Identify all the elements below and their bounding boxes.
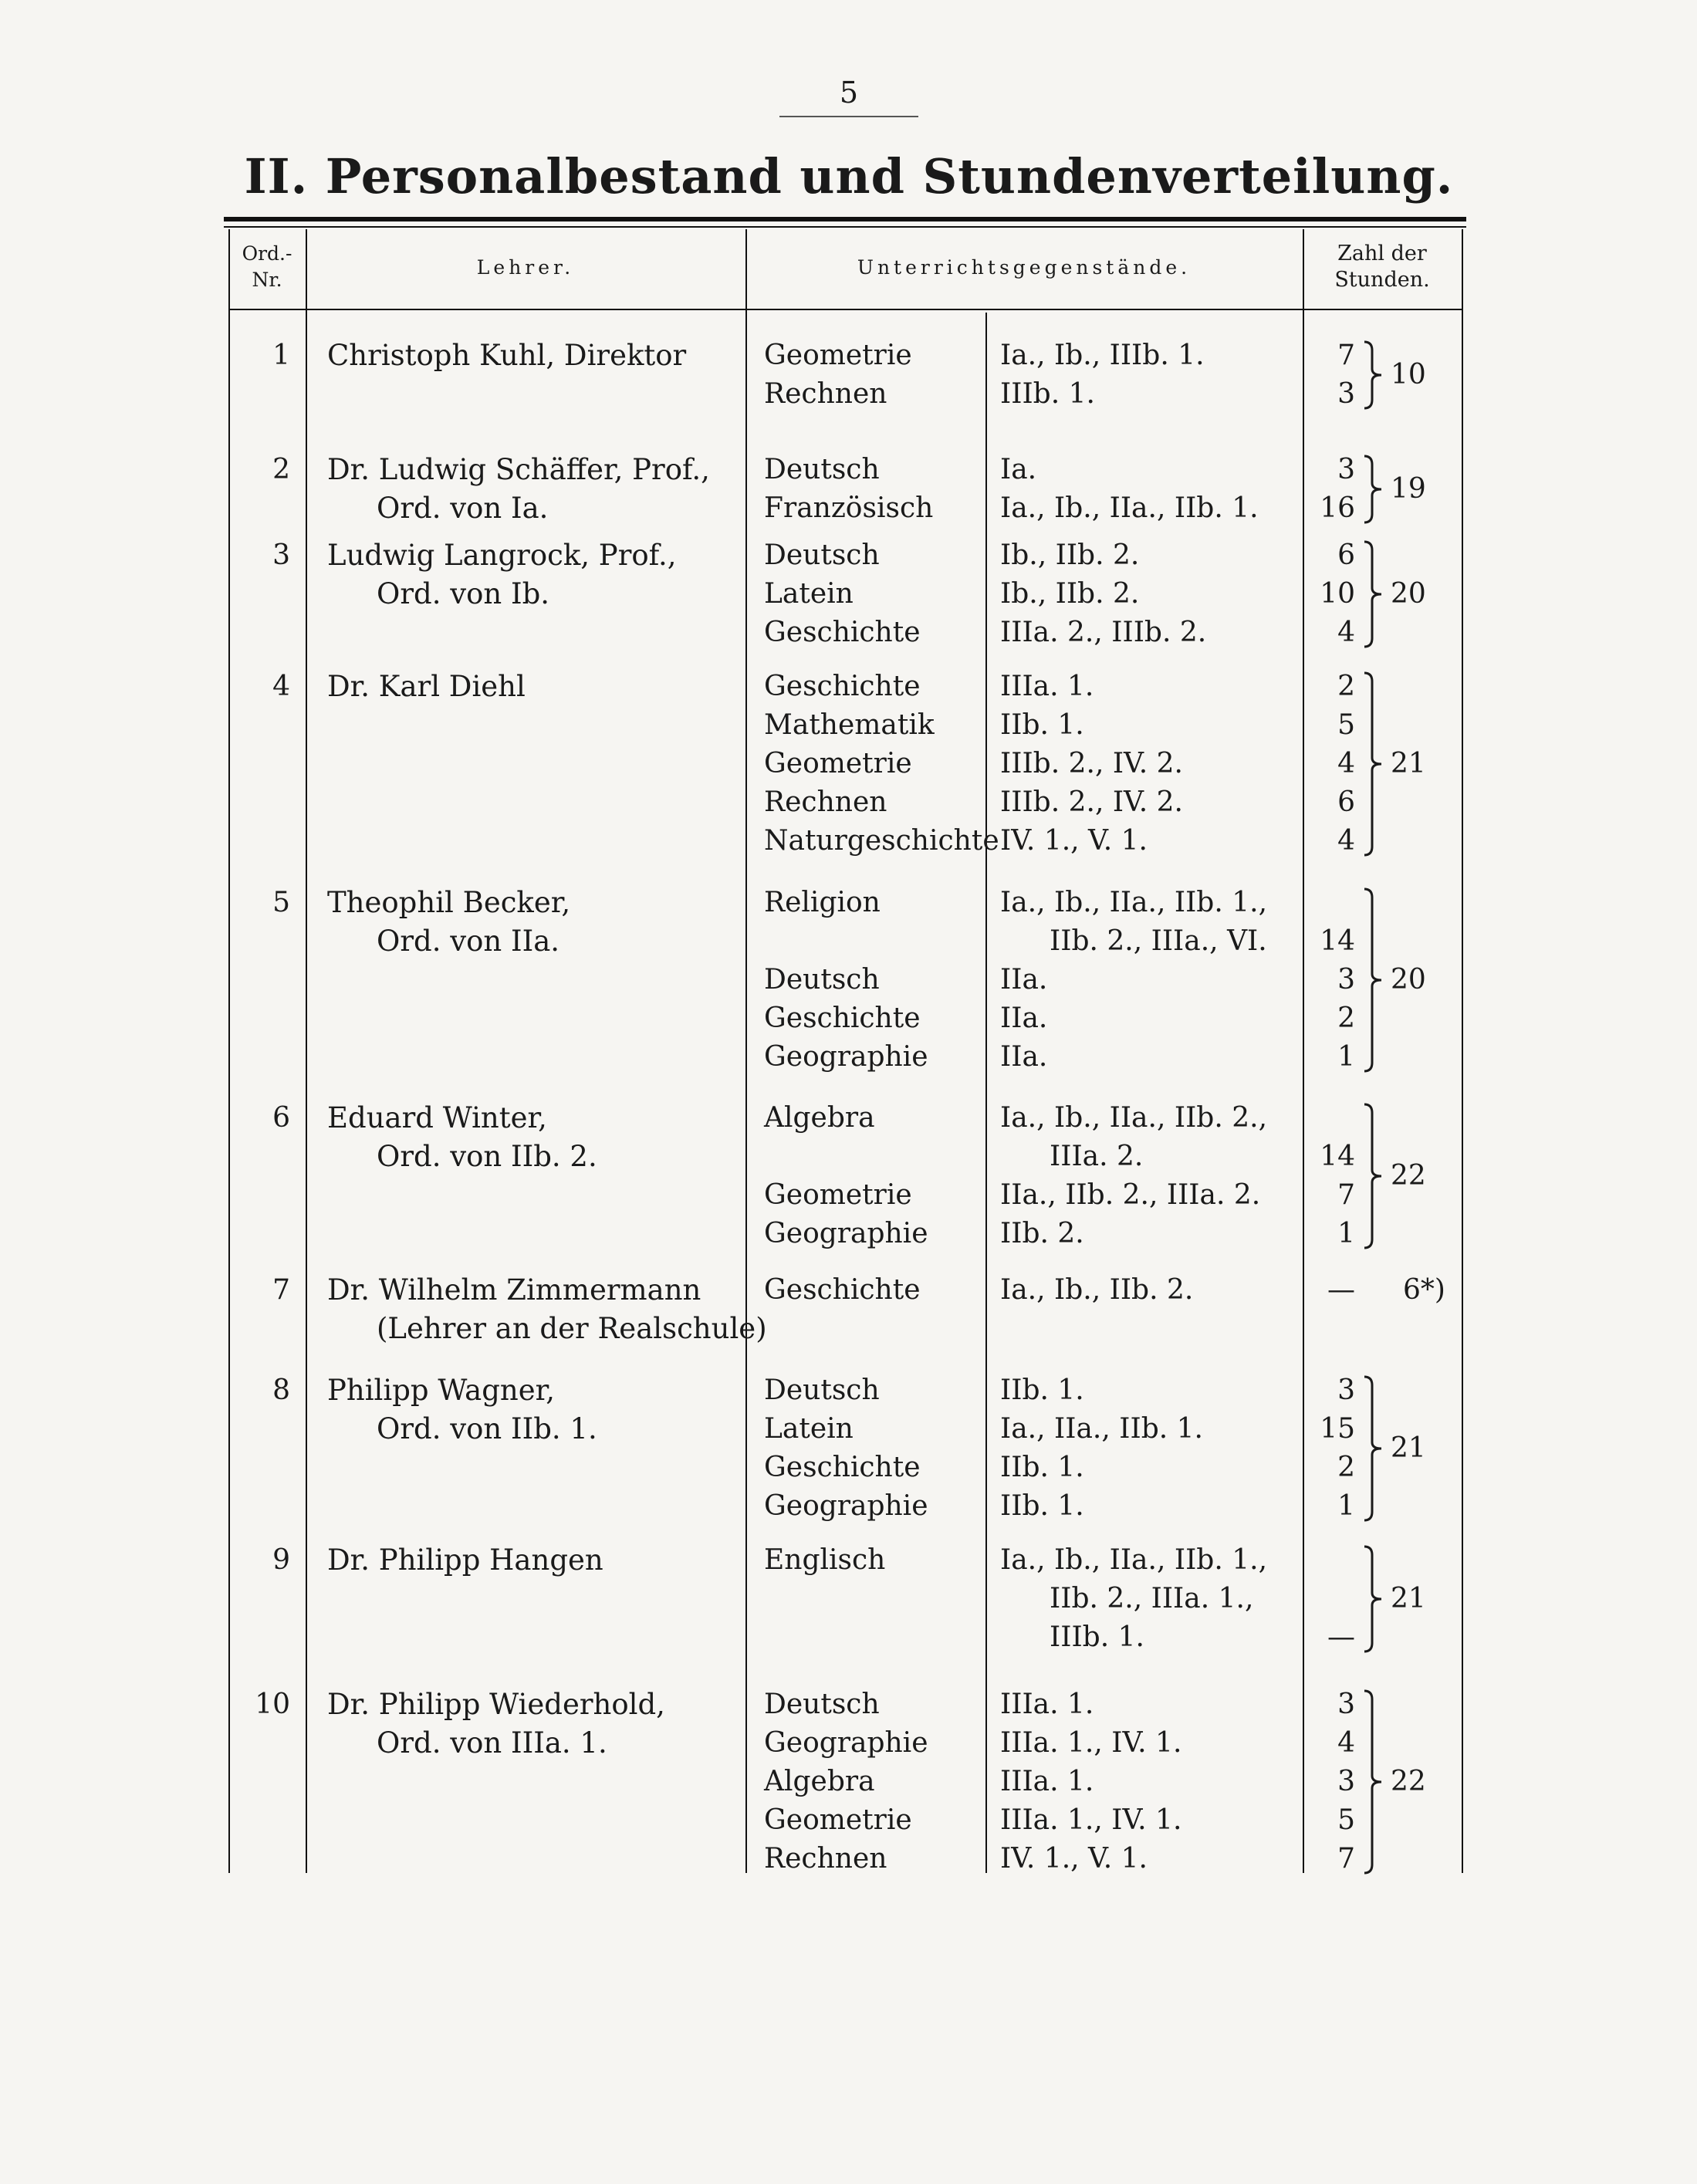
- teacher-cell: [327, 451, 744, 528]
- row-number: 8: [272, 1374, 290, 1406]
- hours-cell: [1304, 1371, 1355, 1526]
- class-list: Ia., Ib., IIa., IIb. 1.,: [1000, 887, 1268, 918]
- subject-cell: [764, 884, 985, 1077]
- header-nr: [230, 241, 304, 293]
- hours-value: 1: [1337, 1041, 1355, 1073]
- brace-icon: [1360, 539, 1388, 649]
- class-cell: [1000, 1371, 1301, 1526]
- brace-shape: [1360, 340, 1388, 411]
- hours-value: —: [1327, 1621, 1355, 1653]
- class-list: IIIa. 1.: [1000, 1689, 1094, 1720]
- hours-value: 5: [1337, 709, 1355, 741]
- brace-icon: [1360, 1689, 1388, 1875]
- class-cell: [1000, 1271, 1301, 1310]
- subject-name: Geographie: [764, 1727, 928, 1759]
- brace-shape: [1360, 1689, 1388, 1875]
- class-cell: [1000, 1685, 1301, 1878]
- subject-name: Deutsch: [764, 964, 880, 996]
- subject-name: Geometrie: [764, 340, 912, 371]
- brace-shape: [1360, 1544, 1388, 1654]
- page-title: II. Personalbestand und Stundenverteilung.: [244, 148, 1454, 205]
- subject-name: Geschichte: [764, 1274, 921, 1306]
- hours-value: 15: [1320, 1413, 1355, 1445]
- hours-value: 3: [1337, 1766, 1355, 1797]
- hours-value: 2: [1337, 1002, 1355, 1034]
- class-list: Ia., Ib., IIIb. 1.: [1000, 340, 1205, 371]
- class-list: Ia., Ib., IIa., IIb. 1.,: [1000, 1544, 1268, 1576]
- hours-cell: [1304, 1099, 1355, 1253]
- subject-cell: [764, 1371, 985, 1526]
- hours-total: 20: [1391, 964, 1426, 996]
- class-list: Ib., IIb. 2.: [1000, 578, 1140, 610]
- hours-spacer: [1304, 1099, 1355, 1138]
- hours-total: 20: [1391, 578, 1426, 610]
- hours-value: 6: [1337, 786, 1355, 818]
- brace-path: [1364, 889, 1381, 1071]
- hours-cell: [1304, 336, 1355, 414]
- hours-total: 19: [1391, 473, 1426, 505]
- brace-path: [1364, 542, 1381, 647]
- table-top-rule-thin: [224, 226, 1466, 228]
- class-list: IIIa. 1.: [1000, 1766, 1094, 1797]
- subject-spacer: [764, 922, 985, 961]
- class-cell: [1000, 1541, 1301, 1657]
- hours-value: 16: [1320, 492, 1355, 524]
- header-zahl-line1: Zahl der: [1337, 242, 1427, 265]
- hours-value: 3: [1337, 1689, 1355, 1720]
- class-list: Ia.: [1000, 454, 1037, 485]
- class-cell: [1000, 668, 1301, 860]
- brace-icon: [1360, 671, 1388, 857]
- class-list: IIa., IIb. 2., IIIa. 2.: [1000, 1179, 1261, 1211]
- hours-value: 1: [1337, 1490, 1355, 1522]
- subject-spacer: [764, 1138, 985, 1176]
- class-list: IIb. 1.: [1000, 1374, 1084, 1406]
- teacher-cell: [327, 1099, 744, 1176]
- teacher-name: Dr. Karl Diehl: [327, 670, 526, 703]
- hours-value: 14: [1320, 1141, 1355, 1172]
- hours-value: 4: [1337, 825, 1355, 857]
- teacher-cell: [327, 1371, 744, 1449]
- hours-value: 10: [1320, 578, 1355, 610]
- teacher-note: Ord. von IIb. 2.: [377, 1140, 597, 1173]
- row-number: 6: [272, 1102, 290, 1134]
- row-number: 10: [255, 1689, 290, 1720]
- hours-cell: [1304, 668, 1355, 860]
- class-list: IIb. 1.: [1000, 1452, 1084, 1483]
- class-list: IV. 1., V. 1.: [1000, 1843, 1148, 1875]
- subject-name: Deutsch: [764, 1689, 880, 1720]
- subject-spacer: [764, 1618, 985, 1657]
- brace-shape: [1360, 454, 1388, 525]
- teacher-note: (Lehrer an der Realschule): [377, 1312, 767, 1345]
- teacher-cell: [327, 1685, 744, 1763]
- hours-value: —: [1327, 1274, 1355, 1306]
- header-fach: Unterrichtsgegenstände.: [857, 256, 1192, 279]
- brace-path: [1364, 1104, 1381, 1248]
- brace-path: [1364, 1377, 1381, 1520]
- header-nr-line2: Nr.: [252, 269, 282, 291]
- header-lehrer: Lehrer.: [476, 256, 575, 279]
- subject-name: Geographie: [764, 1490, 928, 1522]
- subject-name: Rechnen: [764, 786, 887, 818]
- class-list: IIIb. 1.: [1000, 378, 1095, 410]
- subject-cell: [764, 1685, 985, 1878]
- hours-total: 22: [1391, 1766, 1426, 1797]
- class-list: IIa.: [1000, 1041, 1048, 1073]
- brace-icon: [1360, 887, 1388, 1073]
- class-list: IIIa. 2., IIIb. 2.: [1000, 617, 1207, 648]
- brace-path: [1364, 456, 1381, 522]
- teacher-note: Ord. von IIa.: [377, 925, 560, 958]
- class-cell: [1000, 536, 1301, 652]
- subject-name: Latein: [764, 1413, 854, 1445]
- teacher-name: Dr. Philipp Wiederhold,: [327, 1688, 665, 1721]
- class-list: IIIb. 2., IV. 2.: [1000, 786, 1183, 818]
- header-nr-line1: Ord.-: [242, 242, 292, 265]
- header-zahl: [1304, 241, 1460, 293]
- hours-value: 1: [1337, 1218, 1355, 1249]
- teacher-name: Christoph Kuhl, Direktor: [327, 339, 687, 372]
- class-list: IV. 1., V. 1.: [1000, 825, 1148, 857]
- hours-value: 3: [1337, 964, 1355, 996]
- teacher-cell: [327, 668, 744, 706]
- hours-value: 3: [1337, 378, 1355, 410]
- subject-name: Geometrie: [764, 1804, 912, 1836]
- row-number: 7: [272, 1274, 290, 1306]
- brace-path: [1364, 1547, 1381, 1652]
- subject-name: Mathematik: [764, 709, 935, 741]
- hours-value: 7: [1337, 1179, 1355, 1211]
- subject-name: Deutsch: [764, 454, 880, 485]
- teacher-note: Ord. von Ia.: [377, 492, 549, 525]
- hours-value: 3: [1337, 454, 1355, 485]
- subject-cell: [764, 536, 985, 652]
- class-cell: [1000, 451, 1301, 528]
- subject-cell: [764, 1271, 985, 1310]
- brace-path: [1364, 673, 1381, 855]
- hours-total: 21: [1391, 748, 1426, 779]
- brace-shape: [1360, 671, 1388, 857]
- page-number: 5: [839, 76, 859, 110]
- column-divider: [1462, 229, 1463, 1873]
- hours-value: 7: [1337, 340, 1355, 371]
- subject-name: Geometrie: [764, 748, 912, 779]
- subject-name: Latein: [764, 578, 854, 610]
- class-cell: [1000, 1099, 1301, 1253]
- class-list: IIIa. 1., IV. 1.: [1000, 1804, 1182, 1836]
- teacher-cell: [327, 536, 744, 614]
- hours-value: 3: [1337, 1374, 1355, 1406]
- hours-total: 6*): [1403, 1274, 1445, 1306]
- brace-icon: [1360, 1374, 1388, 1523]
- class-list: IIa.: [1000, 964, 1048, 996]
- brace-shape: [1360, 887, 1388, 1073]
- subject-name: Geschichte: [764, 617, 921, 648]
- brace-shape: [1360, 539, 1388, 649]
- class-list: IIIa. 1., IV. 1.: [1000, 1727, 1182, 1759]
- hours-value: 2: [1337, 671, 1355, 702]
- class-list: IIb. 2., IIIa. 1.,: [1050, 1583, 1254, 1614]
- hours-value: 6: [1337, 539, 1355, 571]
- subject-name: Englisch: [764, 1544, 886, 1576]
- teacher-name: Theophil Becker,: [327, 886, 571, 919]
- hours-spacer: [1304, 1541, 1355, 1580]
- teacher-note: Ord. von IIb. 1.: [377, 1412, 597, 1445]
- subject-name: Deutsch: [764, 1374, 880, 1406]
- subject-name: Geometrie: [764, 1179, 912, 1211]
- brace-shape: [1360, 1102, 1388, 1250]
- teacher-name: Dr. Wilhelm Zimmermann: [327, 1273, 701, 1307]
- teacher-cell: [327, 884, 744, 961]
- subject-name: Naturgeschichte: [764, 825, 999, 857]
- hours-value: 4: [1337, 1727, 1355, 1759]
- class-list: IIa.: [1000, 1002, 1048, 1034]
- row-number: 5: [272, 887, 290, 918]
- class-list: Ia., Ib., IIa., IIb. 2.,: [1000, 1102, 1268, 1134]
- class-list: Ia., Ib., IIa., IIb. 1.: [1000, 492, 1259, 524]
- teacher-cell: [327, 1271, 767, 1348]
- class-list: Ib., IIb. 2.: [1000, 539, 1140, 571]
- hours-total: 22: [1391, 1160, 1426, 1192]
- subject-name: Geographie: [764, 1218, 928, 1249]
- brace-icon: [1360, 1102, 1388, 1250]
- class-list: IIb. 2.: [1000, 1218, 1084, 1249]
- subject-cell: [764, 451, 985, 528]
- table-top-rule: [224, 217, 1466, 221]
- teacher-name: Eduard Winter,: [327, 1101, 547, 1134]
- class-list: IIb. 2., IIIa., VI.: [1050, 925, 1267, 957]
- column-divider: [228, 229, 230, 1873]
- brace-path: [1364, 1691, 1381, 1873]
- class-list: IIb. 1.: [1000, 1490, 1084, 1522]
- header-rule: [228, 309, 1463, 310]
- hours-value: 7: [1337, 1843, 1355, 1875]
- teacher-name: Dr. Ludwig Schäffer, Prof.,: [327, 453, 710, 486]
- row-number: 3: [272, 539, 290, 571]
- subject-name: Geographie: [764, 1041, 928, 1073]
- class-column-divider: [985, 313, 987, 1873]
- hours-total: 10: [1391, 359, 1426, 390]
- header-zahl-line2: Stunden.: [1334, 268, 1430, 292]
- subject-cell: [764, 1541, 985, 1657]
- subject-spacer: [764, 1580, 985, 1618]
- hours-value: 4: [1337, 617, 1355, 648]
- class-list: IIb. 1.: [1000, 709, 1084, 741]
- brace-path: [1364, 342, 1381, 408]
- row-number: 1: [272, 340, 290, 371]
- row-number: 2: [272, 454, 290, 485]
- hours-cell: [1304, 884, 1355, 1077]
- subject-name: Deutsch: [764, 539, 880, 571]
- row-number: 9: [272, 1544, 290, 1576]
- brace-icon: [1360, 1544, 1388, 1654]
- hours-value: 2: [1337, 1452, 1355, 1483]
- teacher-name: Dr. Philipp Hangen: [327, 1543, 603, 1577]
- hours-cell: [1304, 1685, 1355, 1878]
- subject-cell: [764, 668, 999, 860]
- class-list: IIIa. 1.: [1000, 671, 1094, 702]
- teacher-name: Philipp Wagner,: [327, 1374, 556, 1407]
- teacher-cell: [327, 336, 744, 375]
- brace-icon: [1360, 340, 1388, 411]
- hours-value: 5: [1337, 1804, 1355, 1836]
- subject-cell: [764, 336, 985, 414]
- class-list: Ia., Ib., IIb. 2.: [1000, 1274, 1194, 1306]
- class-list: IIIa. 2.: [1050, 1141, 1144, 1172]
- hours-spacer: [1304, 1580, 1355, 1618]
- hours-cell: [1304, 1541, 1355, 1657]
- class-list: IIIb. 1.: [1050, 1621, 1144, 1653]
- hours-value: 14: [1320, 925, 1355, 957]
- row-number: 4: [272, 671, 290, 702]
- subject-name: Religion: [764, 887, 881, 918]
- hours-total: 21: [1391, 1432, 1426, 1464]
- subject-name: Geschichte: [764, 1452, 921, 1483]
- teacher-cell: [327, 1541, 744, 1580]
- hours-value: 4: [1337, 748, 1355, 779]
- subject-name: Rechnen: [764, 1843, 887, 1875]
- brace-icon: [1360, 454, 1388, 525]
- hours-cell: [1304, 1271, 1355, 1310]
- subject-cell: [764, 1099, 985, 1253]
- subject-name: Rechnen: [764, 378, 887, 410]
- class-cell: [1000, 884, 1301, 1077]
- class-list: Ia., IIa., IIb. 1.: [1000, 1413, 1203, 1445]
- subject-name: Algebra: [764, 1766, 875, 1797]
- brace-shape: [1360, 1374, 1388, 1523]
- subject-name: Französisch: [764, 492, 934, 524]
- subject-name: Geschichte: [764, 1002, 921, 1034]
- teacher-note: Ord. von IIIa. 1.: [377, 1726, 607, 1760]
- hours-spacer: [1304, 884, 1355, 922]
- subject-name: Geschichte: [764, 671, 921, 702]
- teacher-note: Ord. von Ib.: [377, 577, 550, 610]
- teacher-name: Ludwig Langrock, Prof.,: [327, 539, 677, 572]
- column-divider: [745, 229, 747, 1873]
- page-number-rule: [779, 116, 918, 117]
- hours-total: 21: [1391, 1583, 1426, 1614]
- class-list: IIIb. 2., IV. 2.: [1000, 748, 1183, 779]
- column-divider: [306, 229, 307, 1873]
- subject-name: Algebra: [764, 1102, 875, 1134]
- class-cell: [1000, 336, 1301, 414]
- hours-cell: [1304, 536, 1355, 652]
- hours-cell: [1304, 451, 1355, 528]
